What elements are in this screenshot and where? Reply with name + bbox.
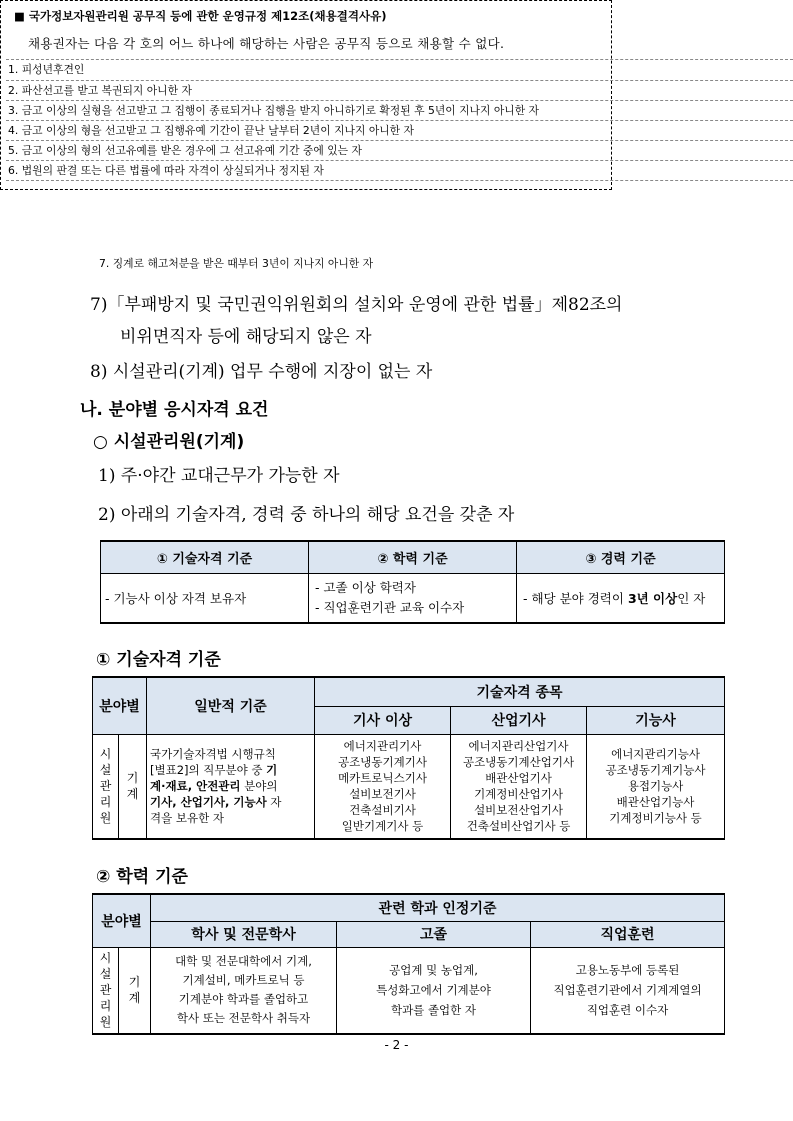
cert-name: 공조냉동기계기능사 bbox=[605, 763, 706, 778]
tech-engineer-cell bbox=[315, 734, 451, 839]
regulation-box bbox=[0, 0, 612, 190]
general-text: 자 bbox=[266, 795, 282, 810]
tech-items-header: 기술자격 종목 bbox=[315, 677, 725, 706]
divider bbox=[6, 80, 793, 81]
criteria-header: ③ 경력 기준 bbox=[517, 541, 725, 573]
field-char: 관 bbox=[99, 779, 112, 794]
tech-general-cell bbox=[147, 734, 315, 839]
tech-table bbox=[92, 676, 725, 840]
field-main-label bbox=[93, 734, 119, 839]
cert-name: 배관산업기사 bbox=[485, 771, 552, 786]
general-line: 국가기술자격법 시행규칙 bbox=[150, 747, 276, 762]
divider bbox=[6, 100, 793, 101]
edu-field-header: 분야별 bbox=[93, 894, 151, 947]
field-char: 계 bbox=[126, 787, 139, 802]
tech-industrial-cell bbox=[451, 734, 587, 839]
field-char: 원 bbox=[99, 1015, 112, 1030]
general-bold: 계·재료, 안전관리 bbox=[150, 779, 241, 794]
edu-highschool-header: 고졸 bbox=[337, 921, 531, 947]
cert-name: 배관산업기능사 bbox=[616, 795, 695, 810]
edu-bachelor-cell bbox=[151, 947, 337, 1034]
edu-training-cell bbox=[531, 947, 725, 1034]
criteria-career-text: 인 자 bbox=[677, 590, 706, 606]
cert-name: 일반기계기사 등 bbox=[341, 819, 424, 834]
field-char: 설 bbox=[99, 763, 112, 778]
regulation-item: 1. 피성년후견인 bbox=[8, 63, 85, 76]
tech-general-header: 일반적 기준 bbox=[147, 677, 315, 734]
general-text: 분야의 bbox=[240, 779, 278, 794]
general-line bbox=[150, 778, 314, 794]
edu-line: 기계설비, 메카트로닉 등 bbox=[182, 973, 305, 988]
tech-heading: ① 기술자격 기준 bbox=[96, 650, 221, 670]
divider bbox=[6, 120, 793, 121]
field-char: 리 bbox=[99, 795, 112, 810]
criteria-career-bold: 3년 이상 bbox=[627, 590, 678, 606]
criteria-edu bbox=[309, 573, 517, 623]
cert-name: 기계정비산업기사 bbox=[474, 787, 563, 802]
edu-line: 학과를 졸업한 자 bbox=[390, 1003, 477, 1018]
general-line bbox=[150, 762, 314, 778]
edu-table bbox=[92, 893, 725, 1035]
general-text: [별표2]의 직무분야 중 bbox=[150, 763, 267, 778]
edu-line: 특성화고에서 기계분야 bbox=[376, 983, 491, 998]
edu-bachelor-header: 학사 및 전문학사 bbox=[151, 921, 337, 947]
criteria-header: ② 학력 기준 bbox=[309, 541, 517, 573]
cert-name: 에너지관리기사 bbox=[343, 739, 422, 754]
divider bbox=[6, 160, 793, 161]
divider bbox=[6, 140, 793, 141]
edu-training-header: 직업훈련 bbox=[531, 921, 725, 947]
general-line bbox=[150, 794, 314, 810]
tech-craftsman-header: 기능사 bbox=[587, 706, 725, 734]
field-char: 기 bbox=[128, 975, 141, 990]
edu-line: 고용노동부에 등록된 bbox=[575, 963, 680, 978]
edu-line: 공업계 및 농업계, bbox=[389, 963, 478, 978]
divider bbox=[6, 59, 793, 60]
edu-line: 직업훈련기관에서 기계계열의 bbox=[553, 983, 702, 998]
qualification-item-7-cont: 비위면직자 등에 해당되지 않은 자 bbox=[120, 327, 372, 347]
criteria-edu-line: - 직업훈련기관 교육 이수자 bbox=[315, 599, 465, 615]
regulation-title: ■ 국가정보자원관리원 공무직 등에 관한 운영규정 제12조(채용결격사유) bbox=[14, 9, 387, 23]
qualification-item-8: 8) 시설관리(기계) 업무 수행에 지장이 없는 자 bbox=[90, 362, 433, 382]
cert-name: 건축설비산업기사 등 bbox=[466, 819, 571, 834]
field-char: 기 bbox=[126, 771, 139, 786]
field-main-label bbox=[93, 947, 119, 1034]
general-bold: 기 bbox=[266, 763, 278, 778]
tech-field-header: 분야별 bbox=[93, 677, 147, 734]
subsection-heading: ○ 시설관리원(기계) bbox=[93, 432, 245, 452]
requirement-2: 2) 아래의 기술자격, 경력 중 하나의 해당 요건을 갖춘 자 bbox=[98, 505, 515, 525]
cert-name: 메카트로닉스기사 bbox=[338, 771, 427, 786]
field-char: 설 bbox=[99, 967, 112, 982]
field-char: 관 bbox=[99, 983, 112, 998]
criteria-edu-line: - 고졸 이상 학력자 bbox=[315, 579, 416, 595]
edu-line: 학사 또는 전문학사 취득자 bbox=[176, 1011, 311, 1026]
cert-name: 건축설비기사 bbox=[349, 803, 416, 818]
edu-line: 기계분야 학과를 졸업하고 bbox=[178, 992, 309, 1007]
cert-name: 에너지관리산업기사 bbox=[468, 739, 569, 754]
field-char: 시 bbox=[99, 747, 112, 762]
field-char: 시 bbox=[99, 951, 112, 966]
cert-name: 설비보전기사 bbox=[349, 787, 416, 802]
cert-name: 용접기능사 bbox=[627, 779, 684, 794]
field-char: 리 bbox=[99, 999, 112, 1014]
field-sub-label bbox=[119, 947, 151, 1034]
cert-name: 설비보전산업기사 bbox=[474, 803, 563, 818]
criteria-career-text: - 해당 분야 경력이 bbox=[523, 590, 628, 606]
regulation-item: 4. 금고 이상의 형을 선고받고 그 집행유예 기간이 끝난 날부터 2년이 지나지 아니한 자 bbox=[8, 124, 414, 137]
tech-craftsman-cell bbox=[587, 734, 725, 839]
field-sub-label bbox=[119, 734, 147, 839]
general-bold: 기사, 산업기사, 기능사 bbox=[150, 795, 267, 810]
edu-heading: ② 학력 기준 bbox=[96, 867, 188, 887]
regulation-item: 6. 법원의 판결 또는 다른 법률에 따라 자격이 상실되거나 정지된 자 bbox=[8, 164, 324, 177]
section-heading: 나. 분야별 응시자격 요건 bbox=[80, 400, 269, 420]
criteria-career bbox=[517, 573, 725, 623]
regulation-item: 3. 금고 이상의 실형을 선고받고 그 집행이 종료되거나 집행을 받지 아니하기로 확정된 후 5년이 지나지 아니한 자 bbox=[8, 104, 539, 117]
regulation-item: 2. 파산선고를 받고 복권되지 아니한 자 bbox=[8, 84, 192, 97]
criteria-table bbox=[100, 540, 725, 624]
regulation-intro: 채용권자는 다음 각 호의 어느 하나에 해당하는 사람은 공무직 등으로 채용할 수 없다. bbox=[28, 36, 505, 51]
cert-name: 공조냉동기계산업기사 bbox=[462, 755, 575, 770]
edu-highschool-cell bbox=[337, 947, 531, 1034]
cert-name: 기계정비기능사 등 bbox=[609, 811, 702, 826]
criteria-header: ① 기술자격 기준 bbox=[101, 541, 309, 573]
field-char: 원 bbox=[99, 811, 112, 826]
general-line: 격을 보유한 자 bbox=[150, 811, 224, 826]
regulation-item: 7. 징계로 해고처분을 받은 때부터 3년이 지나지 아니한 자 bbox=[99, 257, 374, 270]
criteria-tech: - 기능사 이상 자격 보유자 bbox=[101, 573, 309, 623]
requirement-1: 1) 주·야간 교대근무가 가능한 자 bbox=[98, 466, 340, 486]
tech-industrial-header: 산업기사 bbox=[451, 706, 587, 734]
edu-line: 직업훈련 이수자 bbox=[586, 1003, 669, 1018]
tech-engineer-header: 기사 이상 bbox=[315, 706, 451, 734]
page-number: - 2 - bbox=[384, 1038, 409, 1052]
qualification-item-7: 7)「부패방지 및 국민권익위원회의 설치와 운영에 관한 법률」제82조의 bbox=[90, 295, 623, 315]
field-char: 계 bbox=[128, 991, 141, 1006]
edu-line: 대학 및 전문대학에서 기계, bbox=[175, 954, 312, 969]
divider bbox=[6, 180, 793, 181]
cert-name: 공조냉동기계기사 bbox=[338, 755, 427, 770]
cert-name: 에너지관리기능사 bbox=[611, 747, 700, 762]
edu-dept-header: 관련 학과 인정기준 bbox=[151, 894, 725, 921]
regulation-item: 5. 금고 이상의 형의 선고유예를 받은 경우에 그 선고유예 기간 중에 있는 자 bbox=[8, 144, 362, 157]
